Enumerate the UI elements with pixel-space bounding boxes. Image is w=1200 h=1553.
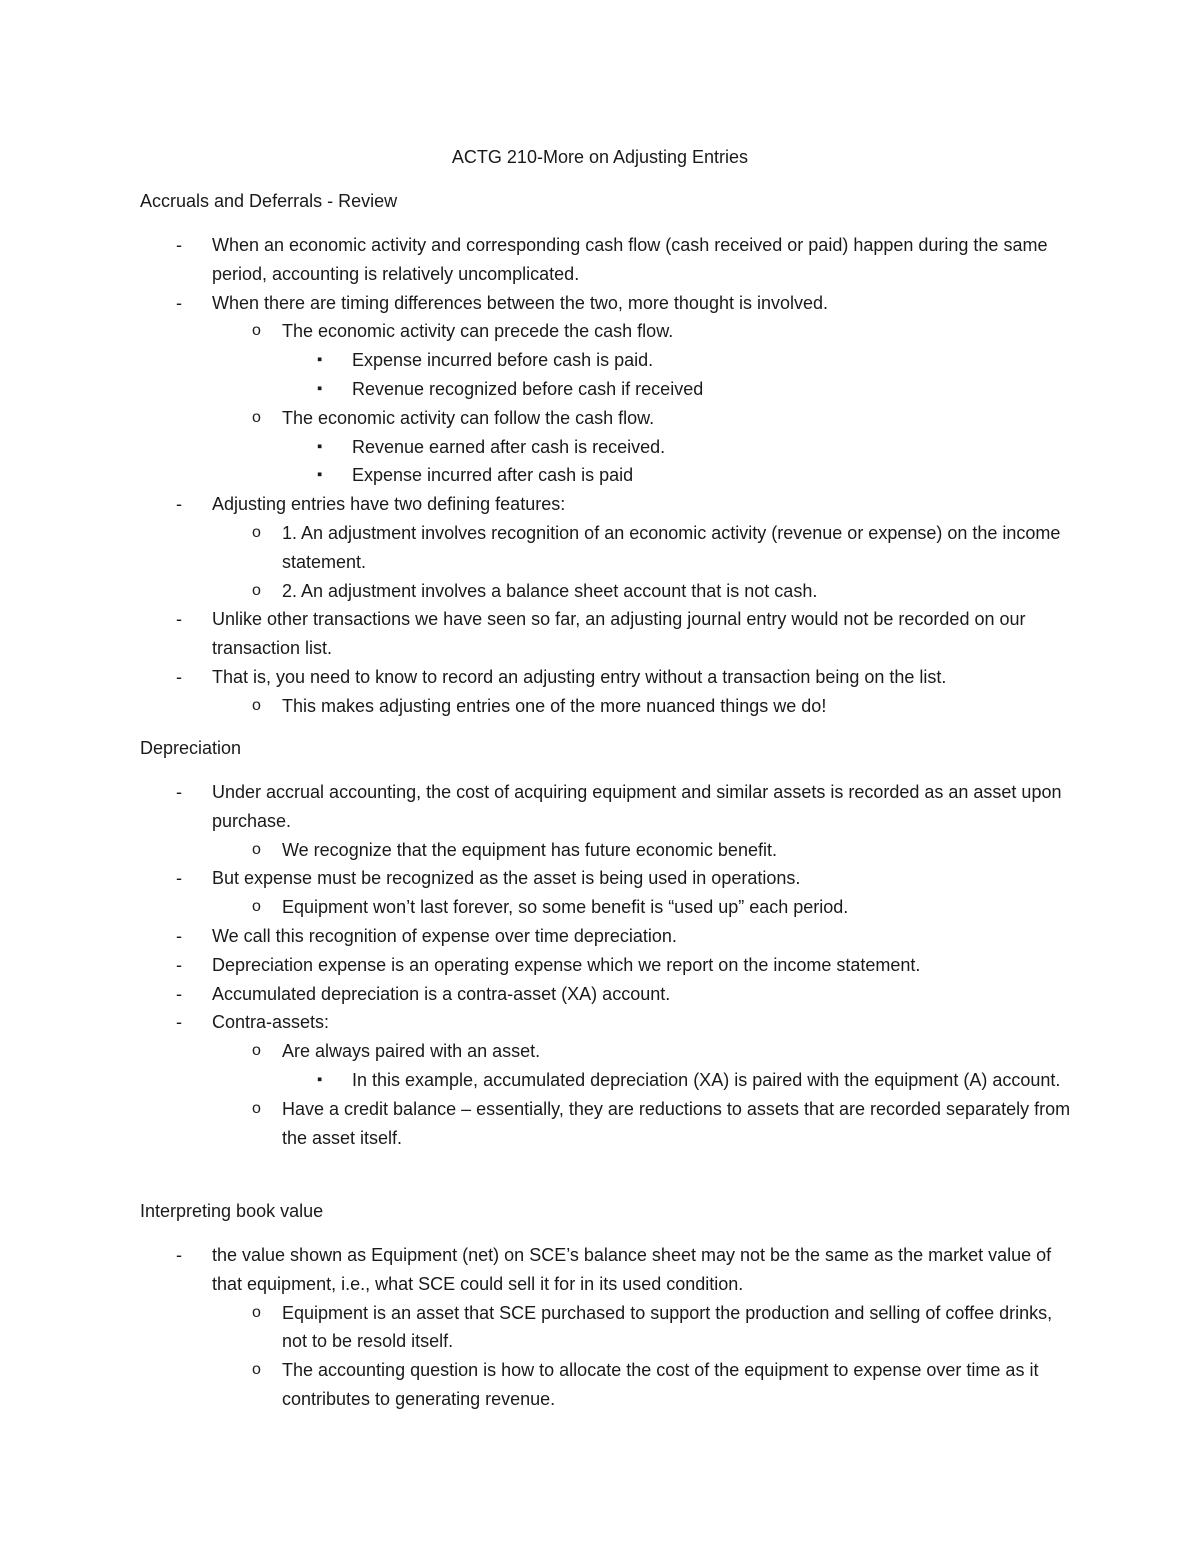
sub-list-item-text: The economic activity can precede the cash flow.	[282, 321, 674, 342]
sub-sub-list	[282, 346, 1080, 404]
list-item-text: When there are timing differences between the two, more thought is involved.	[212, 292, 829, 313]
bullet-list	[140, 231, 1080, 721]
list-item-text: That is, you need to know to record an adjusting entry without a transaction being on the list.	[212, 666, 947, 687]
list-item	[140, 490, 1080, 605]
sub-list-item-text: This makes adjusting entries one of the more nuanced things we do!	[282, 695, 827, 716]
list-item-text: Adjusting entries have two defining features:	[212, 494, 566, 515]
sub-sub-list	[282, 1066, 1080, 1095]
list-item	[140, 1008, 1080, 1152]
section-heading: Interpreting book value	[140, 1201, 324, 1221]
section-depreciation	[140, 734, 1080, 1152]
section-heading: Depreciation	[140, 738, 242, 758]
list-item	[140, 951, 1080, 980]
sub-list-item	[212, 317, 1080, 403]
sub-list	[212, 893, 1080, 922]
sub-list-item	[212, 1095, 1080, 1153]
list-item	[140, 864, 1080, 922]
sub-list	[212, 1037, 1080, 1152]
section-heading: Accruals and Deferrals - Review	[140, 191, 398, 211]
list-item-text: Under accrual accounting, the cost of acquiring equipment and similar assets is recorded as an asset upon purchase.	[212, 782, 1062, 831]
list-item-text: We call this recognition of expense over time depreciation.	[212, 925, 677, 946]
sub-sub-list-item: ▪ Revenue recognized before cash if received	[282, 375, 1080, 404]
sub-list	[212, 692, 1080, 721]
sub-list-item	[212, 404, 1080, 490]
sub-list-item	[212, 893, 1080, 922]
list-item-text: Accumulated depreciation is a contra-asset (XA) account.	[212, 983, 671, 1004]
sub-list-item	[212, 836, 1080, 865]
sub-list-item	[212, 692, 1080, 721]
sub-list-item	[212, 519, 1080, 577]
sub-list	[212, 317, 1080, 490]
sub-list	[212, 519, 1080, 605]
list-item-text: When an economic activity and corresponding cash flow (cash received or paid) happen during the same period, accounting is relatively uncomplicated.	[212, 235, 1048, 284]
sub-sub-list-item: ▪ Expense incurred before cash is paid.	[282, 346, 1080, 375]
sub-list-item-text: Are always paired with an asset.	[282, 1041, 541, 1062]
sub-sub-list	[282, 433, 1080, 491]
sub-sub-list-item: ▪ In this example, accumulated depreciation (XA) is paired with the equipment (A) account.	[282, 1066, 1080, 1095]
sub-list-item-text: We recognize that the equipment has future economic benefit.	[282, 839, 777, 860]
sub-list-item-text: 2. An adjustment involves a balance sheet account that is not cash.	[282, 580, 818, 601]
list-item	[140, 663, 1080, 721]
sub-list-item	[212, 1356, 1080, 1414]
section-interpreting-book-value	[140, 1197, 1080, 1414]
sub-list-item	[212, 577, 1080, 606]
list-item-text: Depreciation expense is an operating expense which we report on the income statement.	[212, 954, 921, 975]
section-accruals-deferrals	[140, 187, 1080, 721]
list-item-text: the value shown as Equipment (net) on SCE’s balance sheet may not be the same as the market value of that equipment, i.e., what SCE could sell it for in its used condition.	[212, 1245, 1052, 1294]
list-item-text: Unlike other transactions we have seen so far, an adjusting journal entry would not be recorded on our transaction list.	[212, 609, 1026, 659]
list-item-text: Contra-assets:	[212, 1012, 330, 1033]
list-item	[140, 922, 1080, 951]
document-title: ACTG 210-More on Adjusting Entries	[451, 147, 749, 167]
sub-list-item	[212, 1037, 1080, 1095]
sub-list-item	[212, 1299, 1080, 1357]
sub-list-item-text: Equipment won’t last forever, so some benefit is “used up” each period.	[282, 897, 849, 918]
list-item	[140, 289, 1080, 491]
bullet-list	[140, 1241, 1080, 1414]
sub-list-item-text: The accounting question is how to allocate the cost of the equipment to expense over time as it contributes to generating revenue.	[282, 1360, 1039, 1409]
list-item	[140, 980, 1080, 1009]
sub-list	[212, 1299, 1080, 1414]
list-item	[140, 778, 1080, 864]
list-item	[140, 1241, 1080, 1414]
sub-sub-list-item: ▪ Expense incurred after cash is paid	[282, 461, 1080, 490]
sub-list-item-text: The economic activity can follow the cash flow.	[282, 407, 655, 428]
sub-list	[212, 836, 1080, 865]
sub-sub-list-item: ▪ Revenue earned after cash is received.	[282, 433, 1080, 462]
list-item-text: But expense must be recognized as the asset is being used in operations.	[212, 868, 801, 889]
sub-list-item-text: Have a credit balance – essentially, they are reductions to assets that are recorded separately from the asset itself.	[282, 1098, 1071, 1148]
list-item	[140, 231, 1080, 289]
sub-list-item-text: Equipment is an asset that SCE purchased to support the production and selling of coffee drinks, not to be resold itself.	[282, 1302, 1053, 1352]
bullet-list	[140, 778, 1080, 1152]
list-item	[140, 605, 1080, 663]
sub-list-item-text: 1. An adjustment involves recognition of an economic activity (revenue or expense) on the income statement.	[282, 522, 1061, 572]
